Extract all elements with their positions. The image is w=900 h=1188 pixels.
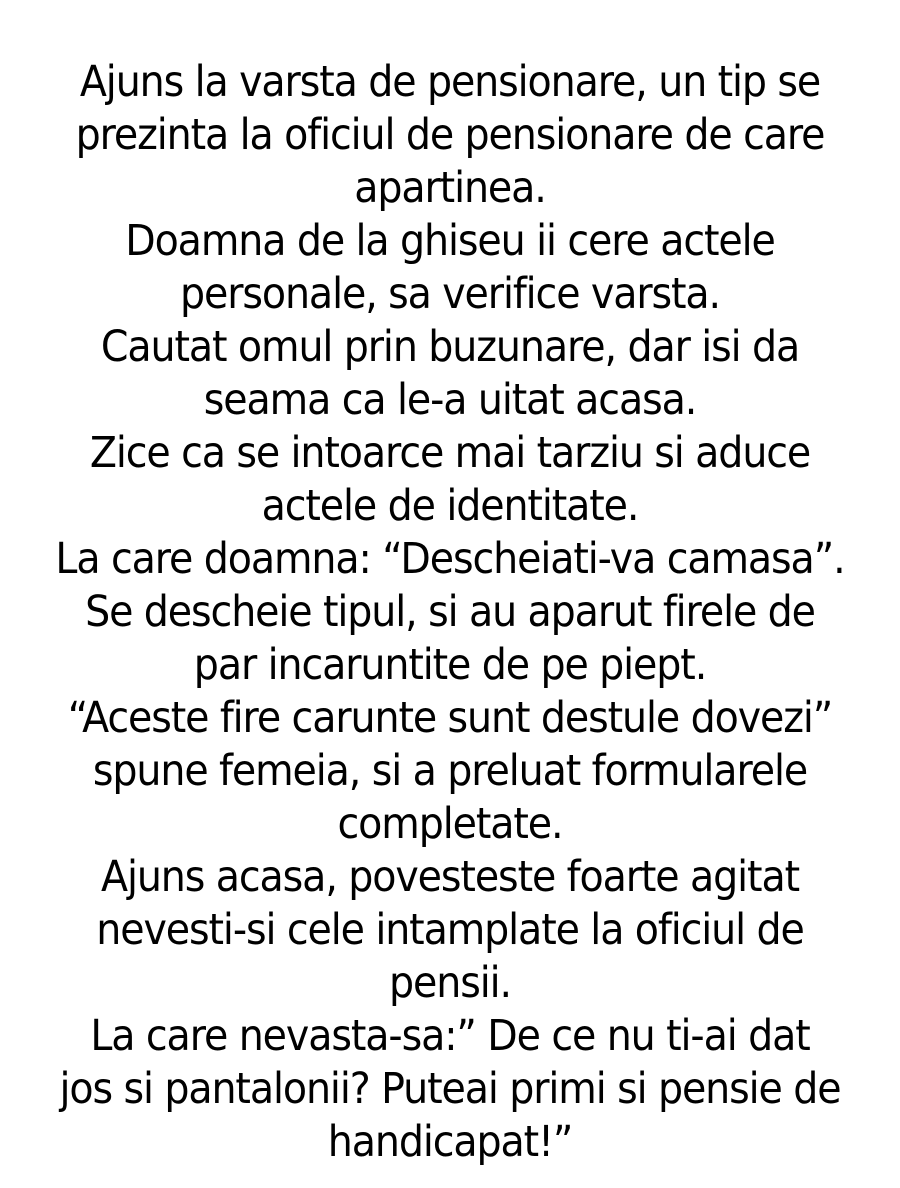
text-line: apartinea. — [354, 163, 546, 213]
text-line: personale, sa verifice varsta. — [179, 269, 721, 319]
text-line: Cautat omul prin buzunare, dar isi da — [100, 322, 800, 372]
text-line: Doamna de la ghiseu ii cere actele — [125, 216, 775, 266]
text-line: handicapat!” — [327, 1117, 573, 1167]
text-line: Zice ca se intoarce mai tarziu si aduce — [89, 428, 811, 478]
text-line: pensii. — [389, 958, 511, 1008]
text-line: jos si pantalonii? Puteai primi si pensie de — [59, 1064, 841, 1114]
text-line: “Aceste fire carunte sunt destule dovezi” — [67, 693, 833, 743]
joke-text — [36, 56, 864, 1169]
text-line: Se descheie tipul, si au aparut firele de — [85, 587, 815, 637]
text-line: La care doamna: “Descheiati-va camasa”. — [55, 534, 845, 584]
text-line: completate. — [337, 799, 563, 849]
text-line: actele de identitate. — [261, 481, 639, 531]
text-line: Ajuns acasa, povesteste foarte agitat — [100, 852, 799, 902]
text-line: nevesti-si cele intamplate la oficiul de — [96, 905, 804, 955]
text-line: seama ca le-a uitat acasa. — [203, 375, 697, 425]
text-line: spune femeia, si a preluat formularele — [92, 746, 808, 796]
text-line: La care nevasta-sa:” De ce nu ti-ai dat — [90, 1011, 810, 1061]
text-line: par incaruntite de pe piept. — [193, 640, 707, 690]
text-line: prezinta la oficiul de pensionare de care — [75, 110, 825, 160]
text-line: Ajuns la varsta de pensionare, un tip se — [79, 57, 821, 107]
